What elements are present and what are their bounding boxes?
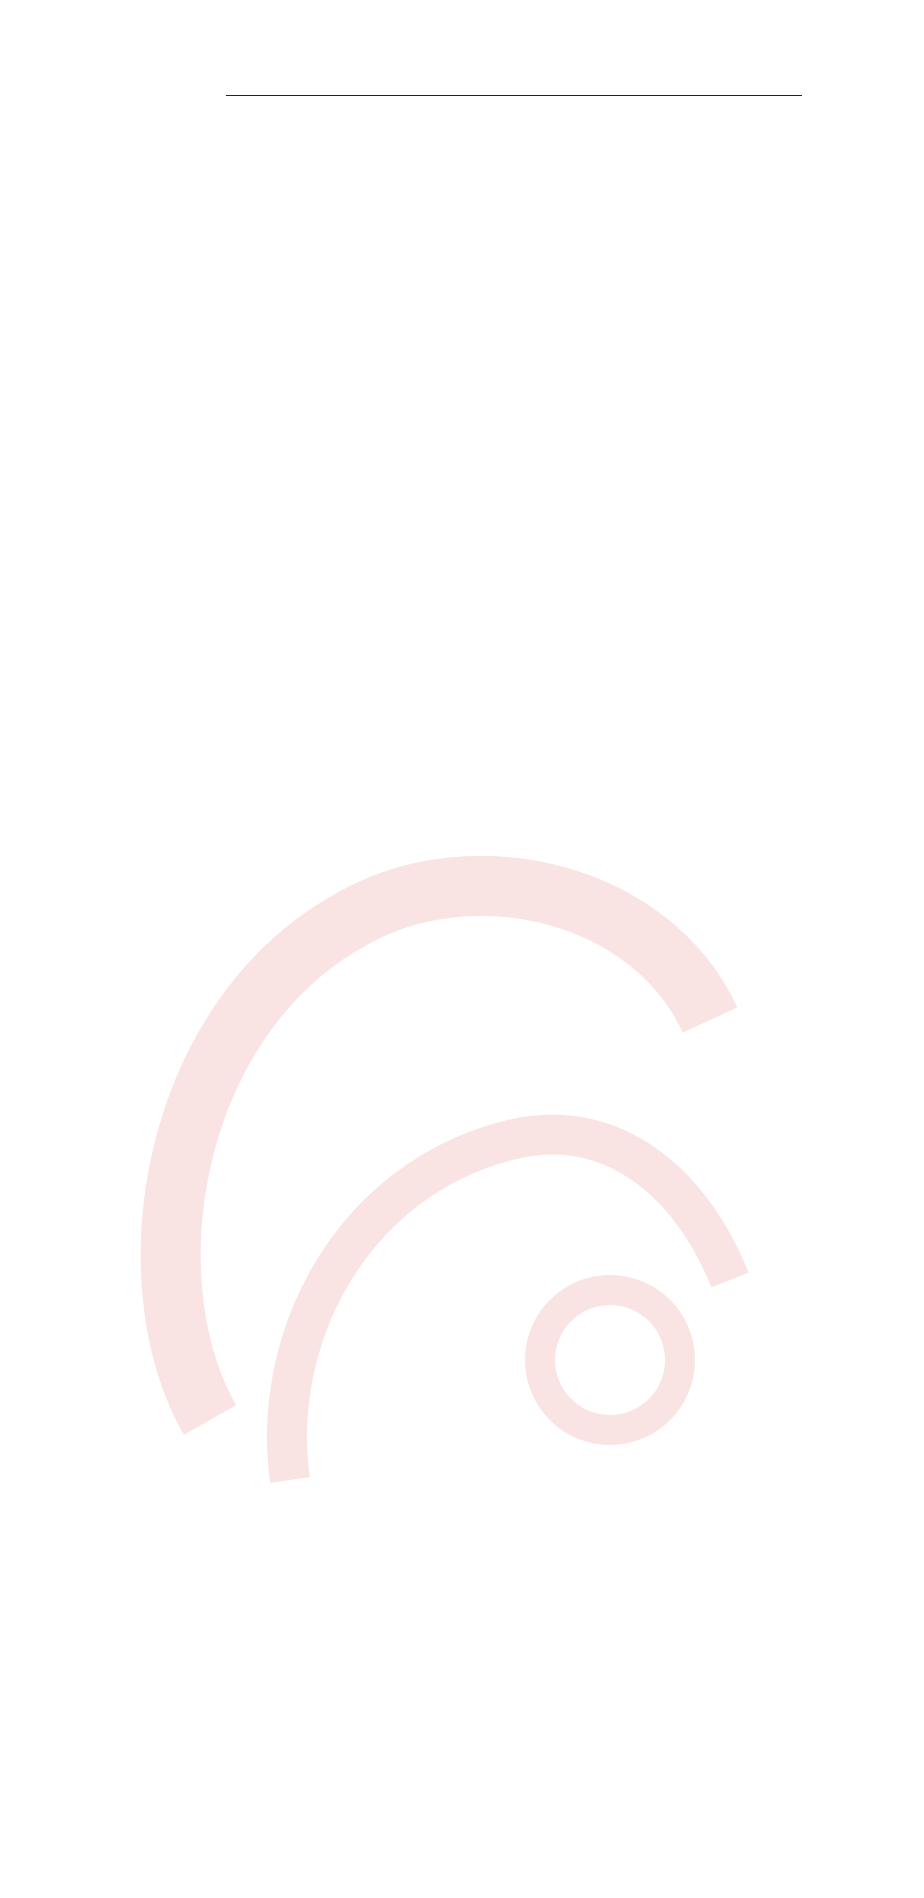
watermark-logo [90,720,790,1520]
header-rule [226,95,802,96]
